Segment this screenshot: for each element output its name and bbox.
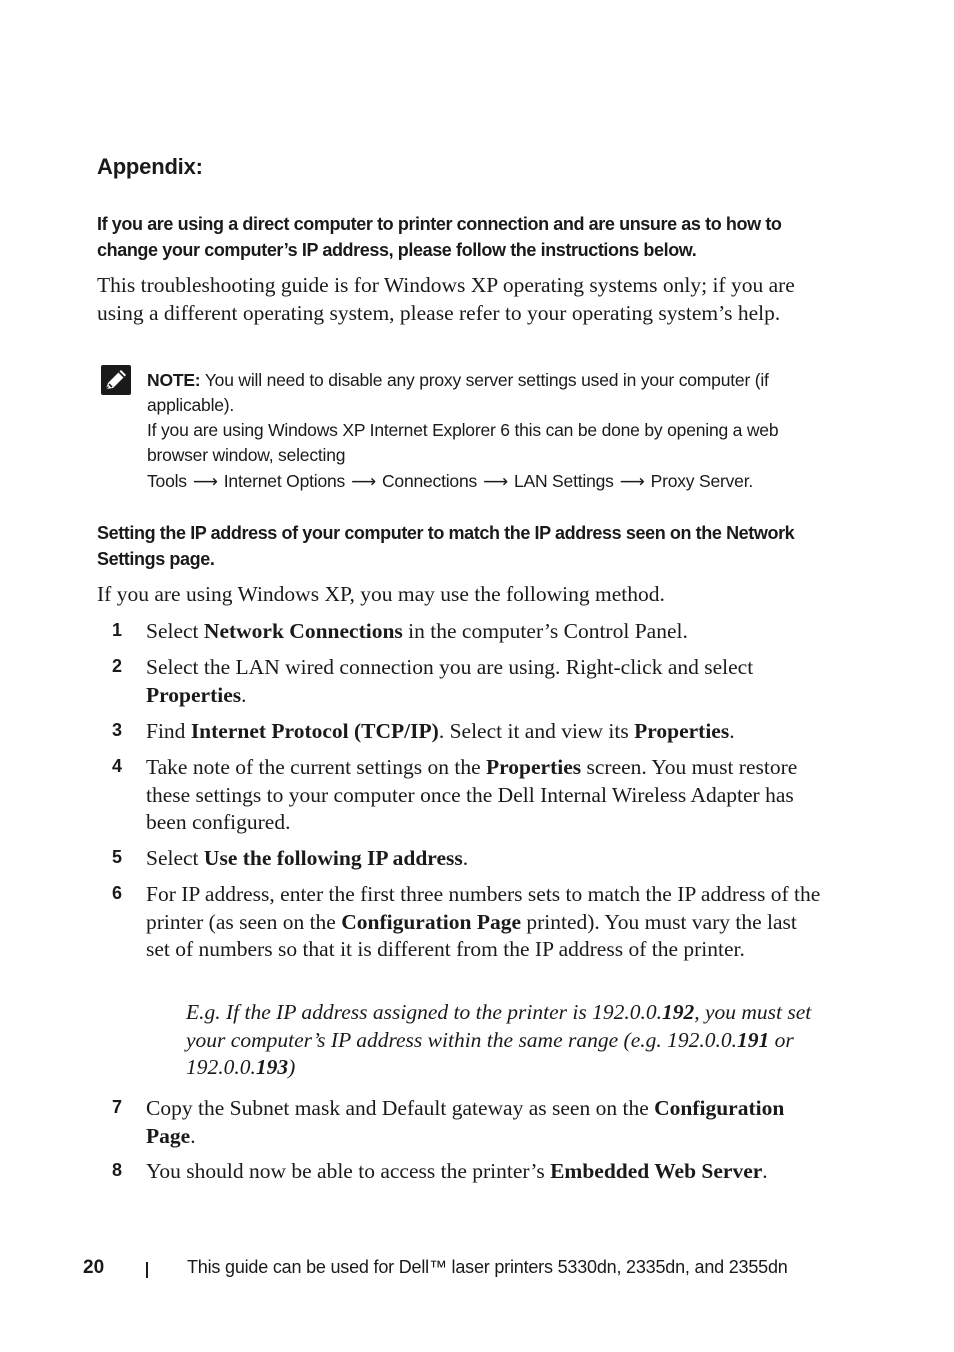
step-number: 8 (112, 1160, 123, 1180)
page-title: Appendix: (97, 154, 203, 179)
note-line2: If you are using Windows XP Internet Explorer 6 this can be done by opening a web browser window, selecting (147, 420, 779, 465)
section1-title: If you are using a direct computer to printer connection and are unsure as to how to change your computer’s IP address, please follow the instructions below. (97, 214, 782, 260)
menu-path-item: Tools (147, 471, 187, 491)
section2-title: Setting the IP address of your computer to match the IP address seen on the Network Settings page. (97, 523, 795, 569)
text-run: Select (146, 846, 204, 870)
emphasis-text: Network Connections (203, 619, 403, 643)
text-run: Select the LAN wired connection you are using. Right-click and select (146, 655, 754, 679)
menu-path-item: Proxy Server (650, 471, 749, 491)
emphasis-text: 193 (255, 1055, 289, 1079)
step-text (146, 1158, 826, 1186)
text-run: Select (146, 619, 204, 643)
step-text (146, 654, 826, 709)
text-run: Copy the Subnet mask and Default gateway as seen on the (146, 1096, 655, 1120)
footer-text: This guide can be used for Dell™ laser printers 5330dn, 2335dn, and 2355dn (187, 1257, 788, 1277)
menu-path-item: LAN Settings (513, 471, 614, 491)
step-text (146, 618, 826, 646)
menu-path-item: Connections (381, 471, 478, 491)
page-number: 20 (83, 1257, 105, 1278)
footer-divider (146, 1262, 148, 1278)
emphasis-text: 191 (737, 1027, 770, 1052)
text-run: , you must set your computer’s IP address within the same range (e.g. 192.0.0. (186, 1000, 812, 1052)
text-run: . (241, 682, 247, 707)
emphasis-text: Properties (146, 682, 242, 707)
emphasis-text: Properties (486, 755, 582, 779)
section1-intro: This troubleshooting guide is for Windows XP operating systems only; if you are using a different operating system, please refer to your operating system’s help. (97, 273, 795, 325)
emphasis-text: Properties (634, 719, 730, 743)
text-run: printed). You must vary the last set of numbers so that it is different from the IP address of the printer. (146, 909, 797, 961)
arrow-right-icon: ⟶ (483, 471, 508, 491)
text-run: . Select it and view its (438, 719, 635, 743)
menu-path-item: Internet Options (223, 471, 346, 491)
text-run: For IP address, enter the first three numbers sets to match the IP address of the printer (as seen on the (146, 882, 821, 934)
step-text (146, 718, 826, 746)
text-run: . (462, 846, 469, 870)
arrow-right-icon: ⟶ (619, 471, 645, 491)
step-text (146, 754, 826, 837)
text-run: in the computer’s Control Panel. (402, 619, 688, 643)
ip-example (186, 999, 836, 1082)
pencil-note-icon (100, 364, 132, 396)
emphasis-text: Configuration Page (146, 1096, 785, 1148)
text-run: or 192.0.0. (186, 1027, 794, 1079)
arrow-right-icon: ⟶ (351, 471, 376, 491)
text-run: . (729, 719, 735, 743)
step-number: 5 (112, 847, 123, 867)
menu-path-end: . (748, 471, 754, 491)
arrow-right-icon: ⟶ (192, 471, 218, 491)
text-run: You should now be able to access the printer’s (146, 1159, 551, 1183)
text-run: ) (288, 1055, 296, 1079)
emphasis-text: Embedded Web Server (550, 1159, 763, 1183)
section2-intro: If you are using Windows XP, you may use the following method. (97, 582, 665, 606)
text-run: Take note of the current settings on the (146, 755, 487, 779)
note-label: NOTE: (147, 370, 201, 390)
step-text (146, 845, 826, 873)
text-run: . (190, 1123, 196, 1148)
menu-path (147, 469, 753, 494)
text-run: Find (146, 719, 191, 743)
emphasis-text: 192 (661, 1000, 695, 1024)
text-run: E.g. If the IP address assigned to the printer is 192.0.0. (186, 1000, 662, 1024)
step-number: 2 (112, 656, 123, 676)
note-box (147, 368, 837, 468)
emphasis-text: Use the following IP address (203, 846, 463, 870)
step-text (146, 1095, 826, 1150)
text-run: . (762, 1159, 768, 1183)
step-number: 6 (112, 883, 123, 903)
step-text (146, 881, 826, 964)
step-number: 1 (112, 620, 123, 640)
emphasis-text: Internet Protocol (TCP/IP) (190, 719, 439, 743)
step-number: 7 (112, 1097, 123, 1117)
step-number: 4 (112, 756, 123, 776)
text-run: screen. You must restore these settings to your computer once the Dell Internal Wireless Adapter has been configured. (146, 755, 798, 834)
step-number: 3 (112, 720, 123, 740)
note-line1: You will need to disable any proxy server settings used in your computer (if applicable). (147, 370, 769, 415)
emphasis-text: Configuration Page (341, 909, 521, 934)
